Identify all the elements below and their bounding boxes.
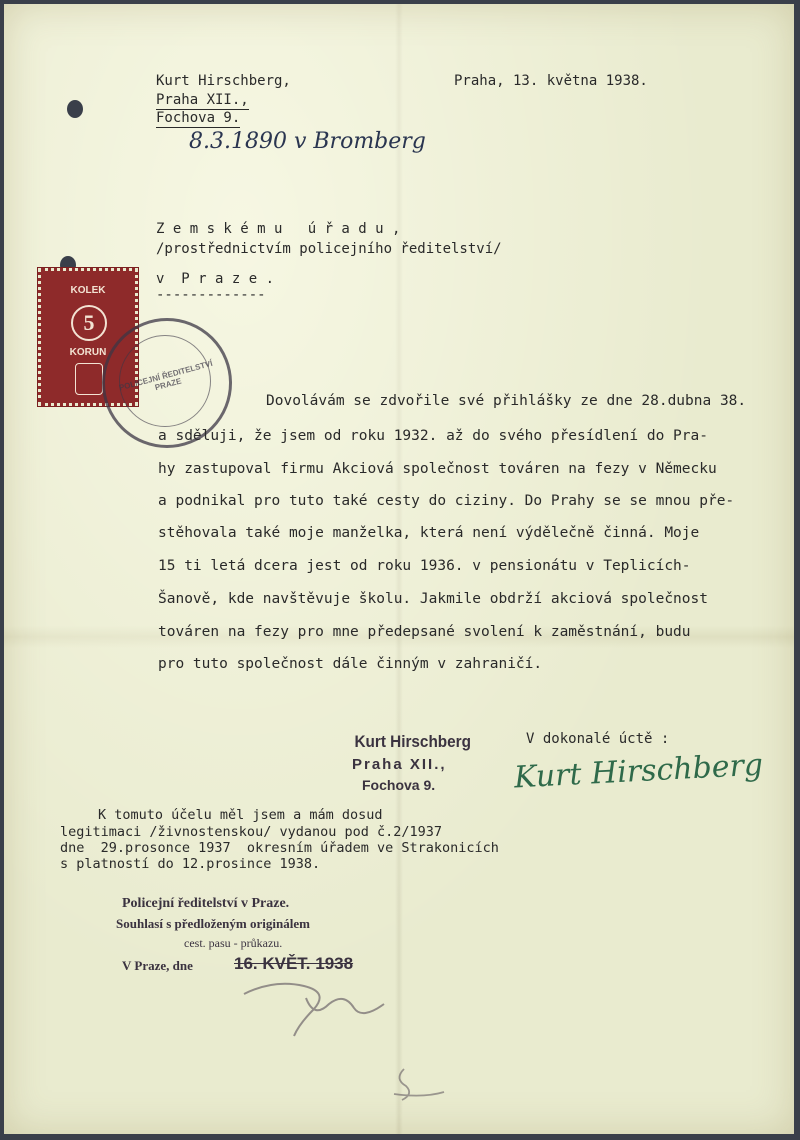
police-stamp-date-label: V Praze, dne — [122, 958, 193, 973]
body-line: Dovolávám se zdvořile své přihlášky ze dne 28.dubna 38. — [266, 393, 747, 409]
body-line: pro tuto společnost dále činným v zahraničí. — [158, 656, 543, 672]
recipient-line3: v P r a z e . — [156, 271, 275, 287]
sender-city: Praha XII., — [156, 92, 249, 108]
closing-line: V dokonalé úctě : — [526, 731, 670, 747]
recipient-line2: /prostřednictvím policejního ředitelství/ — [156, 241, 502, 257]
police-stamp-line3: cest. pasu - průkazu. — [184, 936, 283, 950]
date-line: Praha, 13. května 1938. — [454, 73, 648, 89]
revenue-stamp-top: KOLEK — [70, 285, 106, 296]
name-stamp-street: Fochova 9. — [362, 777, 436, 793]
police-stamp-date-value: 16. KVĚT. 1938 — [234, 954, 354, 973]
body-line: stěhovala také moje manželka, která není výdělečně činná. Moje — [158, 525, 700, 541]
body-line: hy zastupoval firmu Akciová společnost továren na fezy v Německu — [158, 461, 717, 477]
recipient-underline: ------------- — [156, 287, 266, 303]
document-page — [4, 4, 794, 1134]
footnote-line: K tomuto účelu měl jsem a mám dosud — [98, 807, 383, 823]
body-line: továren na fezy pro mne předepsané svolení k zaměstnání, budu — [158, 624, 691, 640]
body-line: Šanově, kde navštěvuje školu. Jakmile obdrží akciová společnost — [158, 591, 708, 607]
revenue-stamp-unit: KORUN — [69, 347, 107, 358]
body-line: a podnikal pro tuto také cesty do ciziny. Do Prahy se se mnou pře- — [158, 493, 735, 509]
round-stamp-text: POLICEJNÍ ŘEDITELSTVÍ PRAZE — [118, 358, 214, 393]
name-stamp-city: Praha XII., — [352, 756, 447, 773]
handwritten-birth-note: 8.3.1890 v Bromberg — [189, 129, 426, 154]
lion-emblem-icon — [75, 363, 103, 395]
body-line: 15 ti letá dcera jest od roku 1936. v pensionátu v Teplicích- — [158, 558, 691, 574]
name-stamp-name: Kurt Hirschberg — [354, 732, 471, 751]
sender-street: Fochova 9. — [156, 110, 241, 126]
pencil-mark — [374, 1064, 454, 1104]
police-stamp-line1: Policejní ředitelství v Praze. — [122, 896, 290, 911]
punch-hole — [67, 100, 83, 118]
official-signature-scribble — [234, 974, 404, 1044]
footnote-line: dne 29.prosonce 1937 okresním úřadem ve Strakonicích — [60, 840, 499, 856]
police-stamp-line2: Souhlasí s předloženým originálem — [116, 916, 310, 931]
footnote-line: legitimaci /živnostenskou/ vydanou pod č.2/1937 — [60, 824, 443, 840]
recipient-line1: Z e m s k é m u ú ř a d u , — [156, 221, 401, 237]
revenue-stamp-value: 5 — [71, 305, 107, 341]
sender-name: Kurt Hirschberg, — [156, 73, 291, 89]
signature: Kurt Hirschberg — [513, 747, 764, 796]
footnote-line: s platností do 12.prosince 1938. — [60, 856, 321, 872]
body-line: a sděluji, že jsem od roku 1932. až do svého přesídlení do Pra- — [158, 428, 708, 444]
